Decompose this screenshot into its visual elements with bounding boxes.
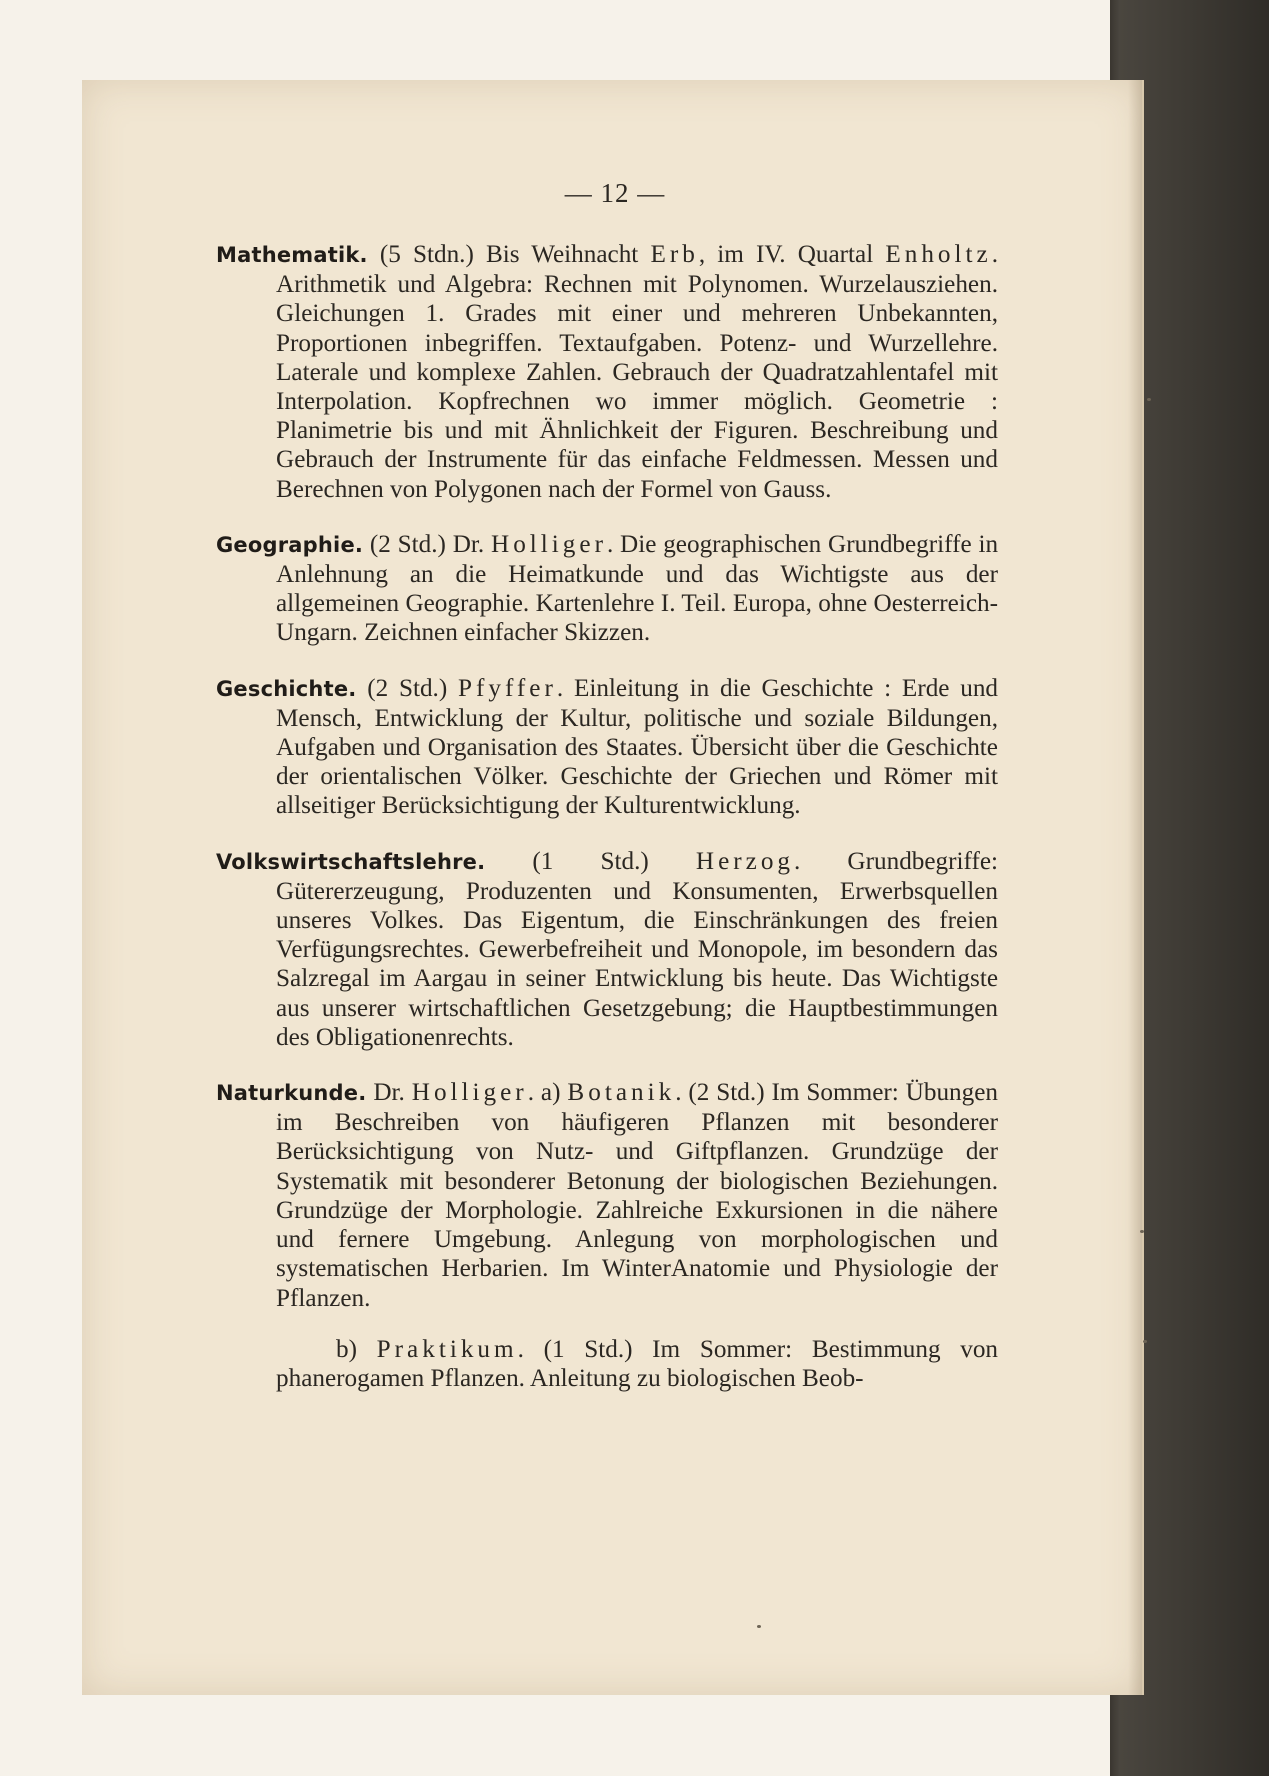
section-mathematik: [216, 240, 998, 504]
section-text: , im IV. Quartal: [698, 241, 874, 268]
teacher-name: Holliger: [491, 530, 607, 558]
section-text: . Arithmetik und Algebra: Rechnen mit Polynomen. Wurzelausziehen. Gleichungen 1. Grades mit einer und mehreren Unbekannten, Proportionen inbegriffen. Textaufgaben. Potenz- und Wurzellehre. Laterale und komplexe Zahlen. Gebrauch der Quadratzahlentafel mit Interpolation. Kopfrechnen wo immer möglich. Geometrie : Planimetrie bis und mit Ähnlichkeit der Figuren. Beschreibung und Gebrauch der Instrumente für das einfache Feldmessen. Messen und Berechnen von Polygonen nach der Formel von Gauss.: [276, 241, 998, 503]
page-number: — 12 —: [564, 178, 666, 208]
part-label: b): [336, 1335, 357, 1363]
section-text: Im Sommer: Übungen im Beschreiben von häufigeren Pflanzen mit besonderer Berücksichtigung von Nutz- und Giftpflanzen. Grundzüge der Systematik mit besonderer Betonung der biologischen Beziehungen. Grundzüge der Morphologie. Zahlreiche Exkursionen in die nähere und fernere Umgebung. Anlegung von morphologischen und systematischen Herbarien. Im WinterAnatomie und Physiologie der Pflanzen.: [276, 1079, 999, 1312]
part-label: . a): [527, 1079, 561, 1107]
section-title: Mathematik.: [216, 243, 368, 267]
section-title: Geschichte.: [216, 676, 357, 701]
section-hours: (2 Std.): [367, 674, 448, 702]
section-text: . Einleitung in die Geschichte : Erde und Mensch, Entwicklung der Kultur, politische und soziale Bildungen, Aufgaben und Organisation des Staates. Übersicht über die Geschichte der orientalischen Völker. Geschichte der Griechen und Römer mit allseitiger Berücksichtigung der Kulturentwicklung.: [276, 674, 999, 820]
section-hours: (2 Std.): [369, 530, 446, 558]
teacher-prefix: Dr.: [452, 530, 485, 558]
section-geschichte: [216, 674, 998, 821]
part-name: Praktikum: [376, 1335, 518, 1363]
page-body: [216, 240, 998, 1419]
section-intro: Bis Weihnacht: [485, 241, 639, 268]
section-naturkunde: [216, 1078, 998, 1313]
paper-speck: [1147, 398, 1151, 401]
section-title: Naturkunde.: [216, 1081, 367, 1106]
section-text: . Die geographischen Grundbegriffe in Anlehnung an die Heimatkunde und das Wichtigste aus der allgemeinen Geographie. Kartenlehre I. Teil. Europa, ohne Oesterreich-Ungarn. Zeichnen einfacher Skizzen.: [276, 530, 999, 647]
section-naturkunde-praktikum: [216, 1335, 998, 1393]
section-title: Geographie.: [216, 532, 364, 557]
section-text: . Grundbegriffe: Gütererzeugung, Produzenten und Konsumenten, Erwerbsquellen unseres Volkes. Das Eigentum, die Einschränkungen des freien Verfügungsrechtes. Gewerbefreiheit und Monopole, im besondern das Salzregal im Aargau in seiner Entwicklung bis heute. Das Wichtigste aus unserer wirtschaftlichen Gesetzgebung; die Hauptbestimmungen des Obligationenrechts.: [276, 847, 999, 1051]
section-hours: . (1 Std.): [517, 1335, 633, 1363]
section-hours: (5 Stdn.): [379, 241, 474, 268]
section-hours: . (2 Std.): [675, 1079, 765, 1107]
section-hours: (1 Std.): [532, 847, 649, 875]
paper-speck: [1140, 1230, 1144, 1233]
teacher-name: Herzog: [695, 847, 795, 875]
teacher-prefix: Dr.: [373, 1079, 405, 1107]
teacher-name: Enholtz: [885, 241, 992, 268]
section-volkswirtschaftslehre: [216, 847, 998, 1052]
page-gutter-shadow: [1128, 80, 1142, 1695]
teacher-name: Pfyffer: [458, 674, 557, 702]
section-title: Volkswirtschaftslehre.: [216, 849, 486, 874]
paper-speck: [1143, 1340, 1147, 1343]
paper-speck: [757, 1625, 761, 1628]
teacher-name: Erb: [650, 241, 699, 268]
teacher-name: Holliger: [411, 1079, 528, 1107]
part-name: Botanik: [567, 1079, 676, 1107]
section-geographie: [216, 530, 998, 648]
section-text: Im Sommer: Bestimmung von phanerogamen Pflanzen. Anleitung zu biologischen Beob-: [276, 1335, 999, 1392]
